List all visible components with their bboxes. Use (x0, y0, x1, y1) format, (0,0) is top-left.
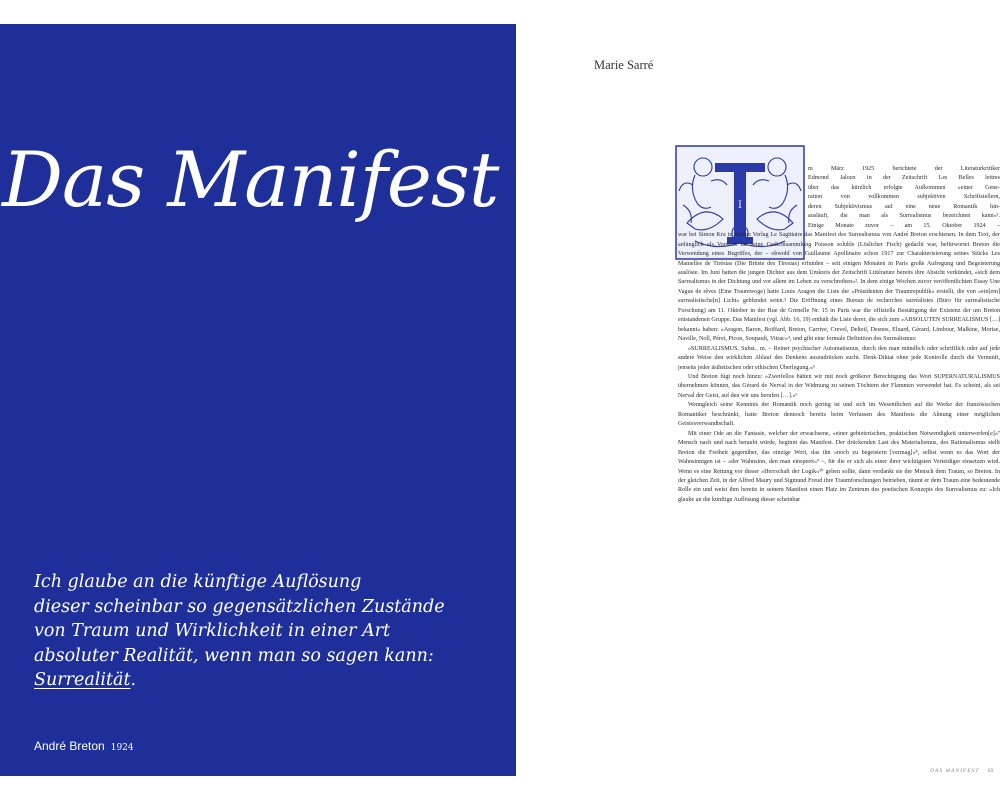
text-line: deren Subjektivismus auf eine neue Romantik hin- (808, 203, 1000, 210)
text-line: ausläuft, die man als Surrealismus bezeichnen kann«¹. (808, 213, 1000, 220)
page-footer (930, 768, 993, 774)
text-line: Edmond Jaloux in der Zeitschrift Les Belles lettres (808, 175, 1000, 182)
paragraph: Wenngleich seine Kenntnis der Romantik noch gering ist und sich im Wesentlichen auf die Werke der französischen Romantiker beschränkt, hatte Breton dennoch bereits beim Verfassen des Manifests die Ahnung einer möglichen Geistesverwandtschaft. (678, 402, 1000, 428)
paragraph: Mit einer Ode an die Fantasie, welcher der erwachsene, »einer gebieterischen, praktischen Notwendigkeit unterworfen[e]«⁷ Mensch nach und nach beraubt würde, beginnt das Manifest. Der drückenden Last des Materialismus, des Rationalismus stellt Breton die Freiheit gegenüber, das einzige Wort, das ihn »noch zu begeistern [vermag]«⁸, selbst wenn es das Wort der Wahnsinnigen ist – »der Wahnsinn, den man einsperrt«⁹ –, für die er sich als einer ihrer wichtigsten Verteidiger einsetzen wird. Wenn es eine Rettung vor dieser »Herrschaft der Logik«¹⁰ geben sollte, dann verdankt sie der Mensch dem Traum, so Breton. In der gleichen Zeit, in der Alfred Maury und Sigmund Freud ihre Traumforschungen betrieben, räumt er dem Traum eine bedeutende Rolle ein und weist ihm bereits in seinem Manifest einen Platz im Zentrum des poetischen Konzepts des Surrealismus zu: »Ich glaube an die künftige Auflösung dieser scheinbar (678, 430, 1000, 503)
quote-line: Ich glaube an die künftige Auflösung (34, 572, 362, 592)
quote-attribution (34, 739, 134, 753)
quote-line: dieser scheinbar so gegensätzlichen Zustände (34, 596, 445, 617)
quote-line: absoluter Realität, wenn man so sagen kann: (34, 645, 434, 666)
paragraph: Und Breton fügt noch hinzu: »Zweifellos hätten wir mit noch größerer Berechtigung das Wort SUPERNATURALISMUS übernehmen können, das Gérard de Nerval in der Widmung zu seinen Töchtern der Flammen verwendet hat. Es scheint, als sei Nerval der Geist, auf den wir uns berufen […].«⁶ (678, 373, 1000, 399)
dropcap-letter: I (738, 200, 742, 211)
dropcap-side-text (678, 165, 1000, 231)
quote-line (34, 668, 494, 693)
paragraph: war bei Simon Kra in dessen Verlag Le Sagittaire das Manifest des Surrealismus von André Breton erschienen. In dem Text, der anfänglich als Vorwort für seine Gedichtsammlung Poisson soluble (Löslicher Fisch) gedacht war, befürwortet Breton die Verwendung eines Begriffes, der – obwohl von Guillaume Apollinaire schon 1917 zur Charakterisierung seines Stücks Les Mamelles de Tirésias (Die Brüste des Tiresias) erfunden – seit einigen Monaten in Paris große Aufregung und Begeisterung auslöste. Im Juni hatten die jungen Dichter aus dem Umkreis der Zeitschrift Littérature bereits ihre Absicht verkündet, »sich dem Surrealismus in der Dichtung und vor allem im Leben zu verschreiben«². In dem einige Wochen zuvor veröffentlichten Essay Une Vague de rêves (Eine Traumwoge) hatte Louis Aragon die Liste der »Präsidenten der Traumrepublik« erstellt, die von »ein[em] surrealistische[n] Licht« geblendet seien.³ Die Eröffnung eines Bureau de recherches surréalistes (Büro für surrealistische Forschung) am 11. Oktober in der Rue de Grenelle Nr. 15 in Paris war die offizielle Bestätigung der Existenz der um Breton entstandenen Gruppe. Das Manifest (vgl. Abb. 16, 19) enthält die Liste derer, die sich zum »ABSOLUTEN SURREALISMUS […] bekannt« haben: »Aragon, Baron, Boiffard, Breton, Carrive, Crevel, Delteil, Desnos, Eluard, Gérard, Limbour, Malkine, Morise, Naville, Noll, Péret, Picon, Soupault, Vitrac«⁴, und gibt eine formale Definition des Surrealismus: (678, 232, 1000, 343)
paragraph-quote: »SURREALISMUS, Subst., m. – Reiner psychischer Automatismus, durch den man mündlich oder schriftlich oder auf jede andere Weise den wirklichen Ablauf des Denkens auszudrücken sucht. Denk-Diktat ohne jede Kontrolle durch die Vernunft, jenseits jeder ästhetischen oder ethischen Überlegung.«⁵ (678, 345, 1000, 371)
epigraph-quote (34, 570, 494, 693)
quote-author: André Breton (34, 739, 105, 753)
quote-year: 1924 (110, 743, 134, 753)
text-line: m März 1925 berichtete der Literaturkritiker (808, 166, 1000, 172)
text-line: Einige Monate zuvor – am 15. Oktober 1924 – (808, 222, 1000, 229)
page-number: 13 (987, 768, 993, 774)
text-line: ration von vollkommen subjektiven Schriftstellern, (808, 194, 1000, 201)
chapter-title: Das Manifest (2, 135, 499, 224)
quote-punct: . (130, 670, 137, 690)
quote-line: von Traum und Wirklichkeit in einer Art (34, 621, 391, 641)
left-page-panel (0, 24, 516, 776)
page-author-header: Marie Sarré (594, 58, 654, 72)
running-title: DAS MANIFEST (930, 768, 980, 774)
quote-emphasis: Surrealität (34, 670, 131, 690)
text-line: über das kürzlich erfolgte Aufkommen »einer Gene- (808, 184, 1000, 191)
article-body (678, 165, 1000, 505)
